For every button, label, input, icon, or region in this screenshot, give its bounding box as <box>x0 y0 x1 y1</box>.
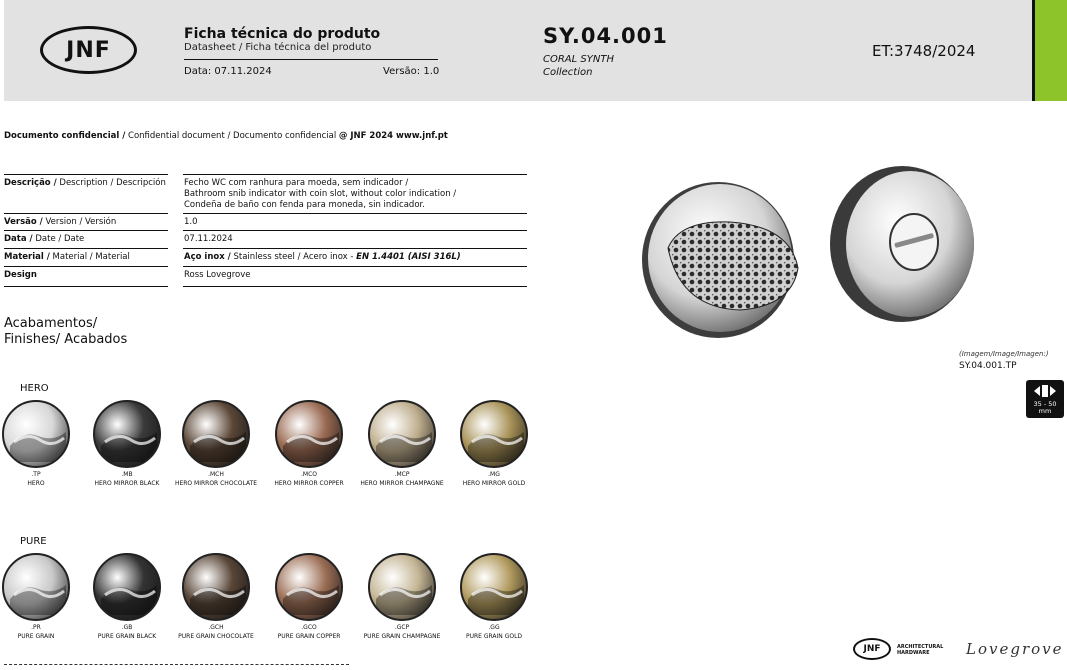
finish-code: .MCO <box>301 471 317 478</box>
spec-divider-right <box>183 266 527 267</box>
lovegrove-signature: Lovegrove <box>966 640 1064 658</box>
finish-texture <box>370 555 436 621</box>
spec-label: Material / Material / Material <box>4 252 130 262</box>
product-code: SY.04.001 <box>543 24 668 48</box>
header-version: Versão: 1.0 <box>383 66 440 77</box>
finish-texture <box>277 555 343 621</box>
spec-divider-right <box>183 174 527 175</box>
finish-swatch-pure <box>275 553 343 621</box>
spec-value: 07.11.2024 <box>184 234 233 244</box>
finish-texture <box>95 555 161 621</box>
footer-dashed-line <box>4 664 349 665</box>
collection-name: CORAL SYNTH <box>543 54 614 65</box>
spec-divider-right <box>183 248 527 249</box>
finish-name: PURE GRAIN CHOCOLATE <box>178 633 254 640</box>
header-divider <box>184 59 438 60</box>
finish-swatch-pure <box>460 553 528 621</box>
confidential-note: Documento confidencial / Confidential document / Documento confidencial @ JNF 2024 www.jnf.pt <box>4 131 448 141</box>
finish-swatch-pure <box>368 553 436 621</box>
spec-label: Descrição / Description / Descripción <box>4 178 166 188</box>
spec-label: Design <box>4 270 37 280</box>
door-thickness-icon <box>1034 384 1056 398</box>
finish-texture <box>95 402 161 468</box>
finish-texture <box>370 402 436 468</box>
hero-section-label: HERO <box>20 383 49 394</box>
spec-divider-right <box>183 286 527 287</box>
spec-divider-right <box>183 230 527 231</box>
spec-value: Aço inox / Stainless steel / Acero inox - EN 1.4401 (AISI 316L) <box>184 252 461 262</box>
finish-swatch-pure <box>93 553 161 621</box>
finish-code: .MCH <box>208 471 224 478</box>
finish-name: PURE GRAIN CHAMPAGNE <box>363 633 441 640</box>
spec-divider-right <box>183 213 527 214</box>
finish-texture <box>462 402 528 468</box>
datasheet-subtitle: Datasheet / Ficha técnica del produto <box>184 42 372 53</box>
spec-divider-left <box>4 286 168 287</box>
spec-value: Ross Lovegrove <box>184 270 251 280</box>
finish-name: PURE GRAIN BLACK <box>97 633 157 640</box>
finish-code: .TP <box>31 471 41 478</box>
pure-section-label: PURE <box>20 536 47 547</box>
finishes-title: Acabamentos/ Finishes/ Acabados <box>4 316 128 347</box>
finish-texture <box>184 402 250 468</box>
et-code: ET:3748/2024 <box>872 42 976 60</box>
finish-name: PURE GRAIN <box>17 633 55 640</box>
product-image <box>640 158 980 343</box>
finish-name: HERO MIRROR BLACK <box>94 480 160 487</box>
spec-divider-left <box>4 174 168 175</box>
finish-swatch-pure <box>2 553 70 621</box>
finish-texture <box>184 555 250 621</box>
finish-name: PURE GRAIN COPPER <box>277 633 341 640</box>
finish-swatch-hero <box>275 400 343 468</box>
finish-name: PURE GRAIN GOLD <box>465 633 523 640</box>
finish-name: HERO <box>27 480 45 487</box>
spec-divider-left <box>4 213 168 214</box>
finish-code: .GG <box>488 624 500 631</box>
snib-knob <box>642 182 798 338</box>
spec-value: 1.0 <box>184 217 198 227</box>
finish-code: .PR <box>31 624 41 631</box>
coin-slot-rose <box>830 166 974 322</box>
datasheet-title: Ficha técnica do produto <box>184 26 381 42</box>
finish-name: HERO MIRROR COPPER <box>274 480 344 487</box>
finish-texture <box>462 555 528 621</box>
header-date: Data: 07.11.2024 <box>184 66 272 77</box>
footer-jnf-logo: JNF <box>853 638 891 660</box>
spec-label: Data / Date / Date <box>4 234 85 244</box>
spec-label: Versão / Version / Versión <box>4 217 117 227</box>
finish-name: HERO MIRROR CHAMPAGNE <box>360 480 444 487</box>
finish-name: HERO MIRROR CHOCOLATE <box>174 480 258 487</box>
image-code: SY.04.001.TP <box>959 361 1017 371</box>
collection-label: Collection <box>543 67 593 78</box>
finish-texture <box>4 555 70 621</box>
door-thickness-badge <box>1026 380 1064 418</box>
accent-bar <box>1032 0 1067 101</box>
spec-divider-left <box>4 230 168 231</box>
finish-name: HERO MIRROR GOLD <box>462 480 526 487</box>
finish-code: .MB <box>121 471 133 478</box>
badge-range: 35 - 50 mm <box>1033 400 1057 415</box>
finish-swatch-hero <box>182 400 250 468</box>
spec-divider-left <box>4 248 168 249</box>
finish-code: .MG <box>488 471 500 478</box>
finish-swatch-hero <box>2 400 70 468</box>
finish-swatch-hero <box>460 400 528 468</box>
finish-swatch-hero <box>93 400 161 468</box>
image-caption: (Imagem/Image/Imagen:) <box>959 350 1049 358</box>
jnf-logo: JNF <box>40 26 137 74</box>
finish-code: .GCH <box>208 624 224 631</box>
finish-code: .GCP <box>394 624 410 631</box>
spec-divider-left <box>4 266 168 267</box>
finish-swatch-hero <box>368 400 436 468</box>
finish-texture <box>277 402 343 468</box>
finish-texture <box>4 402 70 468</box>
finish-code: .GCO <box>301 624 317 631</box>
finish-code: .GB <box>121 624 133 631</box>
finish-swatch-pure <box>182 553 250 621</box>
spec-value: Fecho WC com ranhura para moeda, sem indicador / Bathroom snib indicator with coin slot, without color indication / Condeña de baño con fenda para moneda, sin indicador. <box>184 178 457 210</box>
footer-architectural-hardware: ARCHITECTURAL HARDWARE <box>897 644 944 656</box>
finish-code: .MCP <box>394 471 410 478</box>
